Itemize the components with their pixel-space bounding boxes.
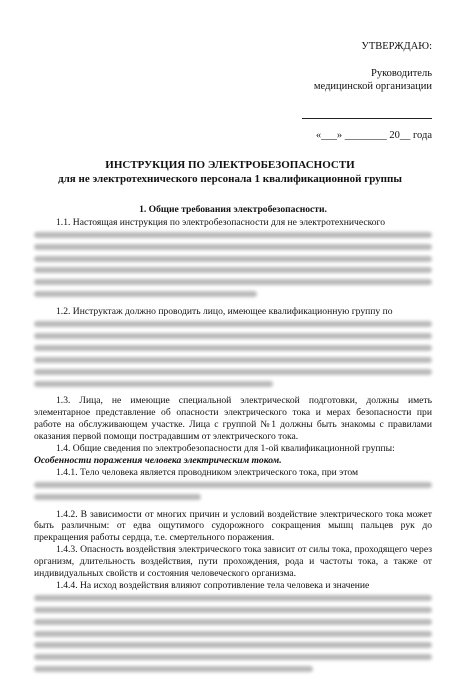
paragraph-1-4-3: 1.4.3. Опасность воздействия электрического тока зависит от силы тока, проходящего через организм, длительность воздействия, пути прохождения, рода и частоты тока, а также от индивидуальных свойств и состояния человеческого организма.	[34, 544, 432, 580]
approval-role-line2: медицинской организации	[313, 81, 432, 92]
subheading-injury: Особенности поражения человека электрическим током.	[34, 454, 282, 466]
blurred-text	[34, 479, 432, 503]
paragraph-1-4: 1.4. Общие сведения по электробезопасности для 1-ой квалификационной группы:	[56, 443, 395, 455]
title-line2: для не электротехнического персонала 1 квалификационной группы	[58, 173, 402, 185]
paragraph-1-1: 1.1. Настоящая инструкция по электробезопасности для не электротехнического	[56, 216, 386, 228]
paragraph-1-2: 1.2. Инструктаж должно проводить лицо, имеющее квалификационную группу по	[56, 306, 393, 318]
paragraph-1-3: 1.3. Лица, не имеющие специальной электрической подготовки, должны иметь элементарное представление об опасности электрического тока и мерах безопасности при работе на обслуживающем участке. Лица с группой №1 должны быть знакомы с правилами оказания первой помощи пострадавшим от электрического тока.	[34, 395, 432, 443]
title-line1: ИНСТРУКЦИЯ ПО ЭЛЕКТРОБЕЗОПАСНОСТИ	[105, 159, 355, 171]
paragraph-1-4-2: 1.4.2. В зависимости от многих причин и условий воздействие электрического тока может быть различным: от едва ощутимого судорожного сокращения мышц пальцев рук до прекращения работы сердца, т.е. смертельного поражения.	[34, 508, 432, 544]
approval-title: УТВЕРЖДАЮ:	[361, 41, 432, 52]
approval-role-line1: Руководитель	[371, 68, 432, 79]
document-title	[30, 158, 430, 186]
blurred-text	[34, 318, 432, 389]
blurred-text	[34, 592, 432, 675]
signature-line	[302, 105, 432, 119]
paragraph-1-4-1: 1.4.1. Тело человека является проводником электрического тока, при этом	[56, 466, 359, 478]
section-heading: 1. Общие требования электробезопасности.	[139, 204, 327, 215]
approval-date: «___» ________ 20__ года	[315, 130, 432, 141]
approval-block	[302, 40, 432, 142]
paragraph-1-4-4: 1.4.4. На исход воздействия влияют сопротивление тела человека и значение	[56, 579, 370, 591]
blurred-text	[34, 229, 432, 300]
document-body	[34, 204, 432, 675]
